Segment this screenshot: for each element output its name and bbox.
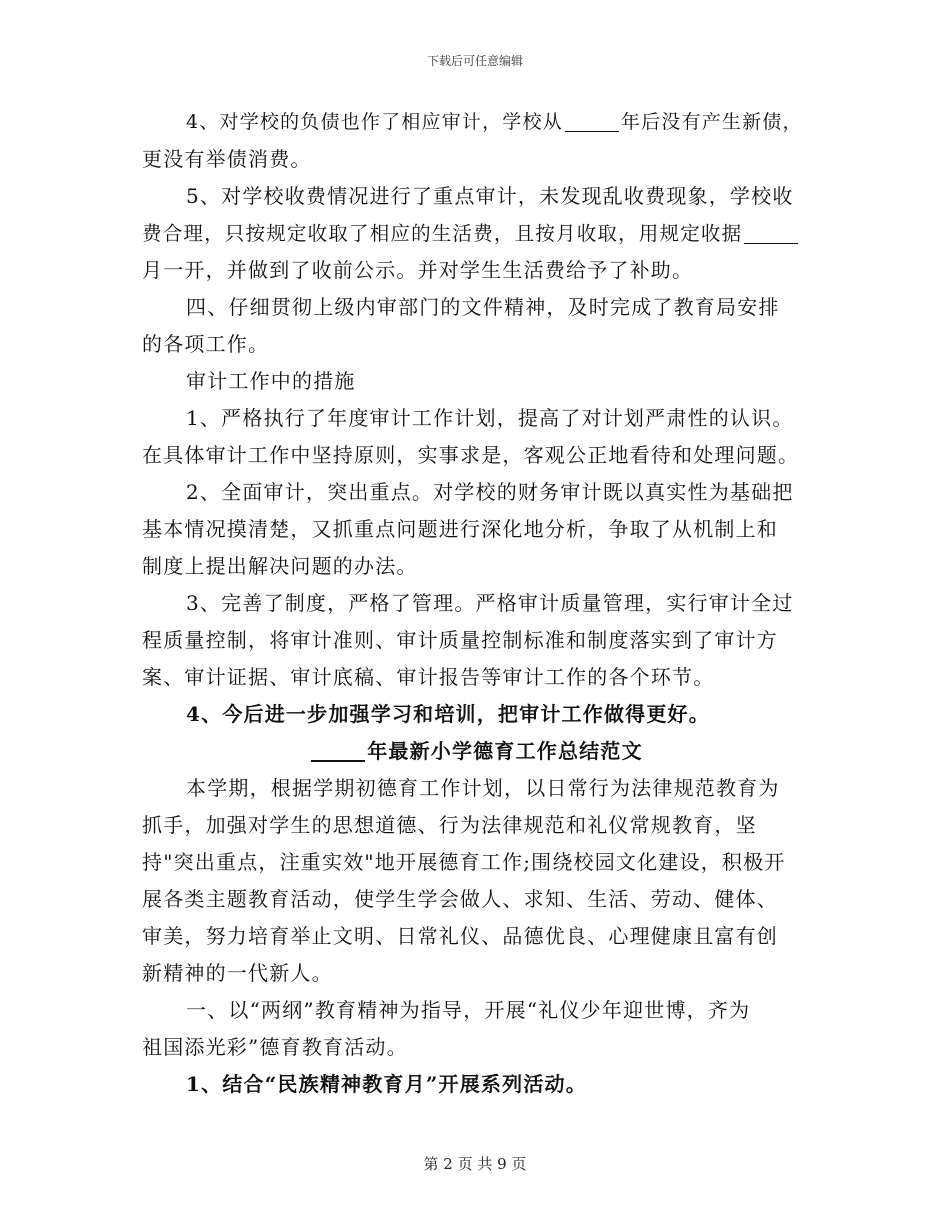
paragraph-line: 基本情况摸清楚，又抓重点问题进行深化地分析，争取了从机制上和 (142, 517, 778, 541)
fill-in-blank (311, 740, 365, 762)
paragraph-line (142, 104, 810, 141)
fill-in-blank (565, 111, 619, 132)
fill-in-blank (744, 223, 798, 244)
paragraph-line: 2、全面审计，突出重点。对学校的财务审计既以真实性为基础把 (186, 480, 794, 504)
paragraph-line: 5、对学校收费情况进行了重点审计，未发现乱收费现象，学校收 (186, 184, 794, 208)
document-body (142, 104, 810, 1103)
bold-paragraph-line: 4、今后进一步加强学习和培训，把审计工作做得更好。 (186, 702, 710, 726)
paragraph-line: 月一开，并做到了收前公示。并对学生生活费给予了补助。 (142, 258, 694, 282)
paragraph-line: 1、严格执行了年度审计工作计划，提高了对计划严肃性的认识。 (186, 406, 794, 430)
text-segment: 年后没有产生新债， (620, 111, 803, 133)
paragraph-line: 3、完善了制度，严格了管理。严格审计质量管理，实行审计全过 (186, 591, 794, 615)
text-segment: 费合理，只按规定收取了相应的生活费，且按月收取，用规定收据 (142, 222, 743, 245)
page-header: 下载后可任意编辑 (426, 54, 523, 68)
paragraph-line: 的各项工作。 (142, 332, 270, 356)
paragraph-line: 展各类主题教育活动，使学生学会做人、求知、生活、劳动、健体、 (142, 887, 778, 911)
paragraph-line: 本学期，根据学期初德育工作计划，以日常行为法律规范教育为 (186, 776, 780, 800)
document-title (142, 733, 810, 770)
paragraph-line: 祖国添光彩”德育教育活动。 (142, 1035, 408, 1059)
paragraph-line: 持"突出重点，注重实效"地开展德育工作;围绕校园文化建设，积极开 (142, 850, 786, 874)
paragraph-line: 更没有举债消费。 (142, 147, 312, 171)
page-footer: 第 2 页 共 9 页 (423, 1155, 527, 1173)
paragraph-line: 制度上提出解决问题的办法。 (142, 554, 418, 578)
paragraph-line: 一、以“两纲”教育精神为指导，开展“礼仪少年迎世博，齐为 (186, 998, 751, 1022)
paragraph-line: 新精神的一代新人。 (142, 961, 333, 985)
title-text: 年最新小学德育工作总结范文 (367, 739, 643, 763)
paragraph-line: 审美，努力培育举止文明、日常礼仪、品德优良、心理健康且富有创 (142, 924, 778, 948)
text-segment: 4、对学校的负债也作了相应审计，学校从 (186, 111, 563, 133)
paragraph-line (142, 215, 810, 252)
paragraph-line: 抓手，加强对学生的思想道德、行为法律规范和礼仪常规教育，坚 (142, 813, 757, 837)
paragraph-line: 程质量控制，将审计准则、审计质量控制标准和制度落实到了审计方 (142, 628, 778, 652)
section-heading: 审计工作中的措施 (186, 369, 356, 393)
paragraph-line: 四、仔细贯彻上级内审部门的文件精神，及时完成了教育局安排 (186, 295, 780, 319)
bold-paragraph-line: 1、结合“民族精神教育月”开展系列活动。 (186, 1072, 587, 1096)
paragraph-line: 案、审计证据、审计底稿、审计报告等审计工作的各个环节。 (142, 665, 715, 689)
paragraph-line: 在具体审计工作中坚持原则，实事求是，客观公正地看待和处理问题。 (142, 443, 800, 467)
